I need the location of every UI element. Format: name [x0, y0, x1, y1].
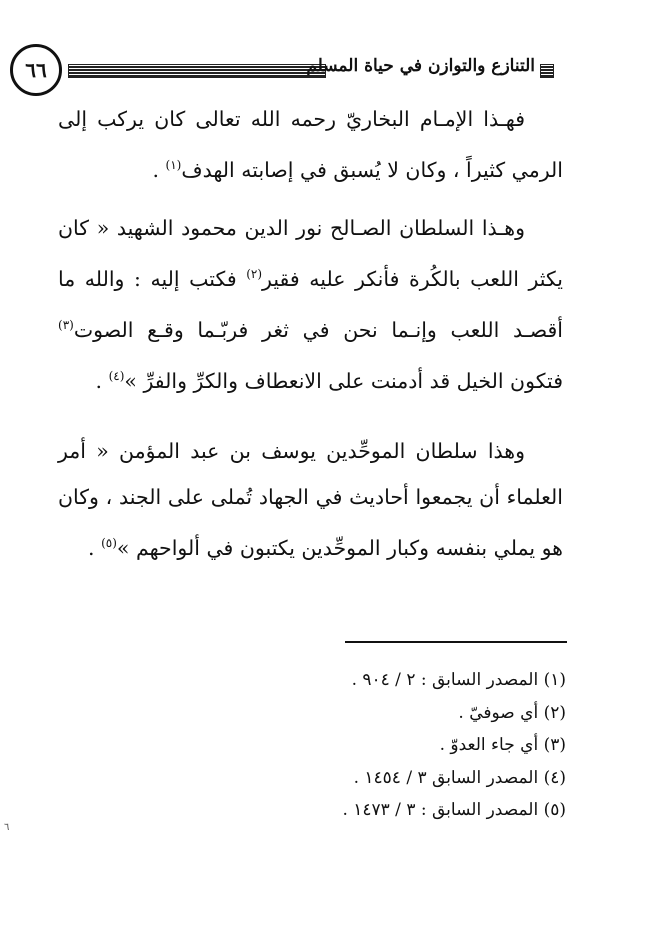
margin-mark: ٦ [4, 822, 10, 833]
paragraph-bukhari [58, 96, 563, 193]
footnote-2: (٢) أي صوفيّ . [458, 702, 566, 723]
running-title: التنازع والتوازن في حياة المسلم [306, 56, 535, 76]
footnote-3: (٣) أي جاء العدوّ . [439, 735, 566, 755]
paragraph-nur-al-din [58, 205, 563, 404]
footnote-ref: (١) [165, 158, 182, 172]
page-header [10, 44, 565, 102]
paragraph-yusuf [58, 428, 563, 571]
footnote-ref: (٤) [108, 369, 125, 383]
page-number: ٦٦ [10, 44, 62, 96]
footnote-4: (٤) المصدر السابق ٣ / ١٤٥٤ . [353, 767, 566, 788]
paragraph-text: فتكون الخيل قد أدمنت على الانعطاف والكرِّ والفرِّ » [124, 369, 563, 393]
paragraph-text: وهـذا السلطان الصـالح نور الدين محمود الشهيد « كان يكثر اللعب بالكُرة فأنكر عليه فقير [58, 216, 564, 291]
paragraph-tail: . [95, 369, 109, 393]
paragraph-text: فكتب إليه : والله ما أقصـد اللعب وإنـما نحن في ثغر فربّـما وقـع الصوت [58, 267, 563, 342]
footnote-1: (١) المصدر السابق : ٢ / ٩٠٤ . [351, 670, 566, 690]
footnote-separator [345, 641, 567, 643]
paragraph-tail: . [152, 158, 166, 182]
footnote-5: (٥) المصدر السابق : ٣ / ١٤٧٣ . [342, 800, 566, 820]
header-decorative-bar [68, 64, 326, 78]
paragraph-tail: . [88, 536, 102, 560]
footnote-ref: (٣) [58, 318, 74, 332]
footnote-ref: (٢) [246, 267, 263, 281]
footnotes [200, 664, 566, 827]
main-text [58, 96, 563, 571]
header-ornament-icon [540, 64, 554, 78]
paragraph-text: وهذا سلطان الموحِّدين يوسف بن عبد المؤمن « أمر العلماء أن يجمعوا أحاديث في الجهاد تُملى على الجند ، وكان هو يملي بنفسه وكبار الموحِّدين يكتبون في ألواحهم » [58, 439, 563, 560]
paragraph-text: فهـذا الإمـام البخاريّ رحمه الله تعالى كان يركب إلى الرمي كثيراً ، وكان لا يُسبق في إصابته الهدف [58, 107, 563, 182]
footnote-ref: (٥) [101, 536, 117, 550]
